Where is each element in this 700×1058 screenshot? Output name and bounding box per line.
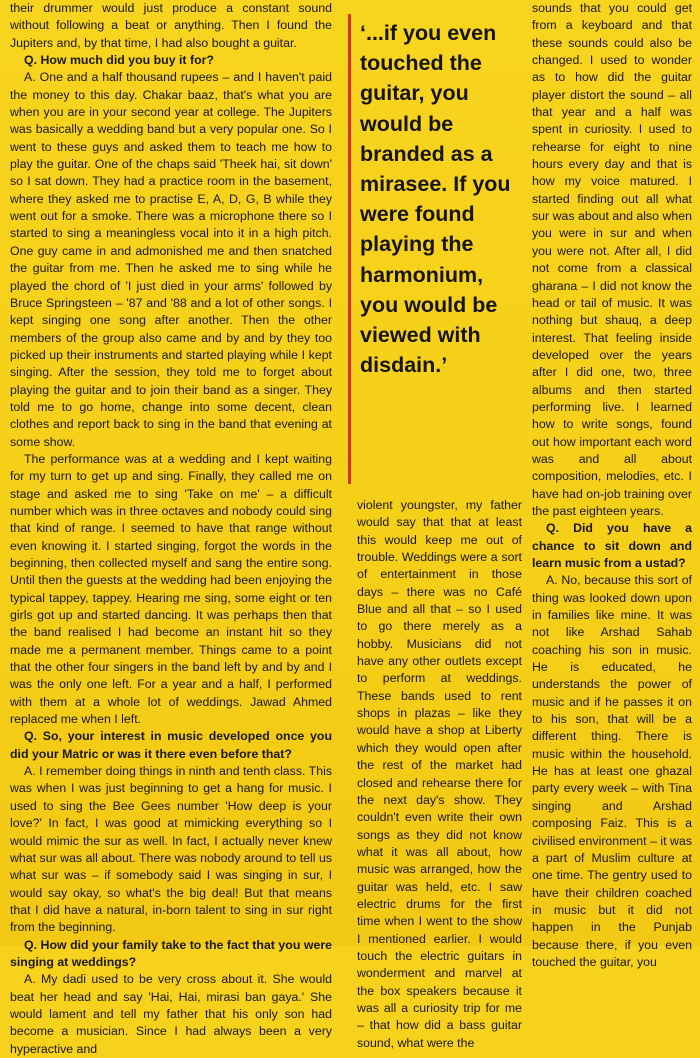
article-paragraph: their drummer would just produce a constant sound without following a beat or anything. Then I found the Jupiters and, by that time, I had also bought a guitar. [10, 1, 332, 50]
interview-question: Q. Did you have a chance to sit down and learn music from a ustad? [532, 521, 692, 570]
article-paragraph: A. I remember doing things in ninth and tenth class. This was when I was just beginning to get a hang for music. I used to sing the Bee Gees number 'How deep is your love?' In fact, I was good at mimicking everything so I would mimic the sur as well. In fact, I actually never knew what sur was all about. There was nobody around to tell us what sur was – if somebody said I was singing in sur, I would say okay, so what's the big deal! But that means that I did have a natural, in-born talent to sing in sur right from the beginning. [10, 764, 332, 935]
article-column-1 [10, 0, 332, 1058]
article-paragraph: violent youngster, my father would say that that at least this would keep me out of trouble. Weddings were a sort of entertainment in those days – there was no Café Blue and all that – so I used to go there merely as a hobby. Musicians did not have any other outlets except to perform at weddings. These bands used to rent shops in plazas – like they would have a shop at Liberty which they would open after the rest of the market had closed and rehearse there for the next day's show. They couldn't even write their own songs as they did not know what it was all about, how music was arranged, how the guitar was held, etc. I saw electric drums for the first time when I went to the show I mentioned earlier. I would touch the electric guitars in wonderment and marvel at the box speakers because it was all a curiosity trip for me – that how did a bass guitar sound, what were the [357, 498, 522, 1050]
pull-quote [348, 0, 524, 490]
article-paragraph: sounds that you could get from a keyboard and that these sounds could also be changed. I used to wonder as to how did the guitar player distort the sound – all that year and a half was spent in curiosity. I used to rehearse for eight to nine hours every day and that is how my voice matured. I started finding out all what sur was about and also when you were in sur and when you were not. After all, I did not come from a classical gharana – I did not know the head or tail of music. It was nothing but shauq, a deep interest. That feeling inside developed over the years after I did one, two, three albums and then started performing live. I learned how to write songs, found out how important each word was and all about composition, melodies, etc. I have had on-job training over the past eighteen years. [532, 1, 692, 518]
pull-quote-text: ‘...if you even touched the guitar, you would be branded as a mirasee. If you were found playing the harmonium, you would be viewed with disdain.’ [360, 21, 511, 378]
article-column-3 [532, 0, 692, 971]
article-paragraph: A. No, because this sort of thing was looked down upon in families like mine. It was not like Arshad Sahab coaching his son in music. He is educated, he understands the power of music and if he passes it on to his son, that will be a different thing. There is music within the household. He has at least one ghazal party every week – with Tina singing and Arshad composing Faiz. This is a civilised environment – it was a part of Muslim culture at one time. The gentry used to have their children coached in music but it did not happen in the Punjab because there, if you even touched the guitar, you [532, 573, 692, 969]
article-paragraph: The performance was at a wedding and I kept waiting for my turn to get up and sing. Finally, they called me on stage and asked me to sing 'Take on me' – a difficult number which was in three octaves and nobody could sing that kind of range. I seemed to have that range without even knowing it. I started singing, forgot the words in the beginning, then collected myself and sang the entire song. Until then the guests at the wedding had been enjoying the typical tappey, tappey. Hearing me sing, some eight or ten girls got up and started dancing. It was perhaps then that the band realised I had become an instant hit so they made me a permanent member. Things came to a point that the other four singers in the band left by and by and I was the only one left. For a year and a half, I performed with them at a whole lot of weddings. Jawad Ahmed replaced me when I left. [10, 451, 332, 727]
article-paragraph: A. My dadi used to be very cross about it. She would beat her head and say 'Hai, Hai, mirasi ban gaya.' She would lament and tell my father that his only son had become a musician. Since I had always been a very hyperactive and [10, 972, 332, 1056]
article-column-2 [357, 497, 522, 1052]
interview-question: Q. How much did you buy it for? [24, 53, 214, 68]
pull-quote-accent-bar [348, 14, 351, 484]
article-paragraph: A. One and a half thousand rupees – and I haven't paid the money to this day. Chakar baaz, that's what you are when you are in your second year at college. The Jupiters was basically a wedding band but a very popular one. So I went to these guys and asked them to teach me how to play the guitar. One of the chaps said 'Theek hai, sit down' so I sat down. They had a practice room in the basement, where they asked me to practise E, A, D, G, B while they went out for a smoke. There was a microphone there so I started to sing a meaningless vocal into it in a high pitch. One guy came in and admonished me and then snatched the guitar from me. Then he asked me to sing while he played the chord of 'I just died in your arms' followed by Bruce Springsteen – '87 and '88 and a lot of other songs. I kept singing one song after another. Then the other members of the group also came and by and by they too picked up their instruments and started playing while I kept singing. After the session, they told me to forget about playing the guitar and to join their band as a singer. They told me to go home, change into some decent, clean clothes and report back to sing in the band that evening at some show. [10, 70, 332, 449]
interview-question: Q. How did your family take to the fact that you were singing at weddings? [10, 937, 332, 969]
interview-question: Q. So, your interest in music developed once you did your Matric or was it there even before that? [10, 729, 332, 761]
